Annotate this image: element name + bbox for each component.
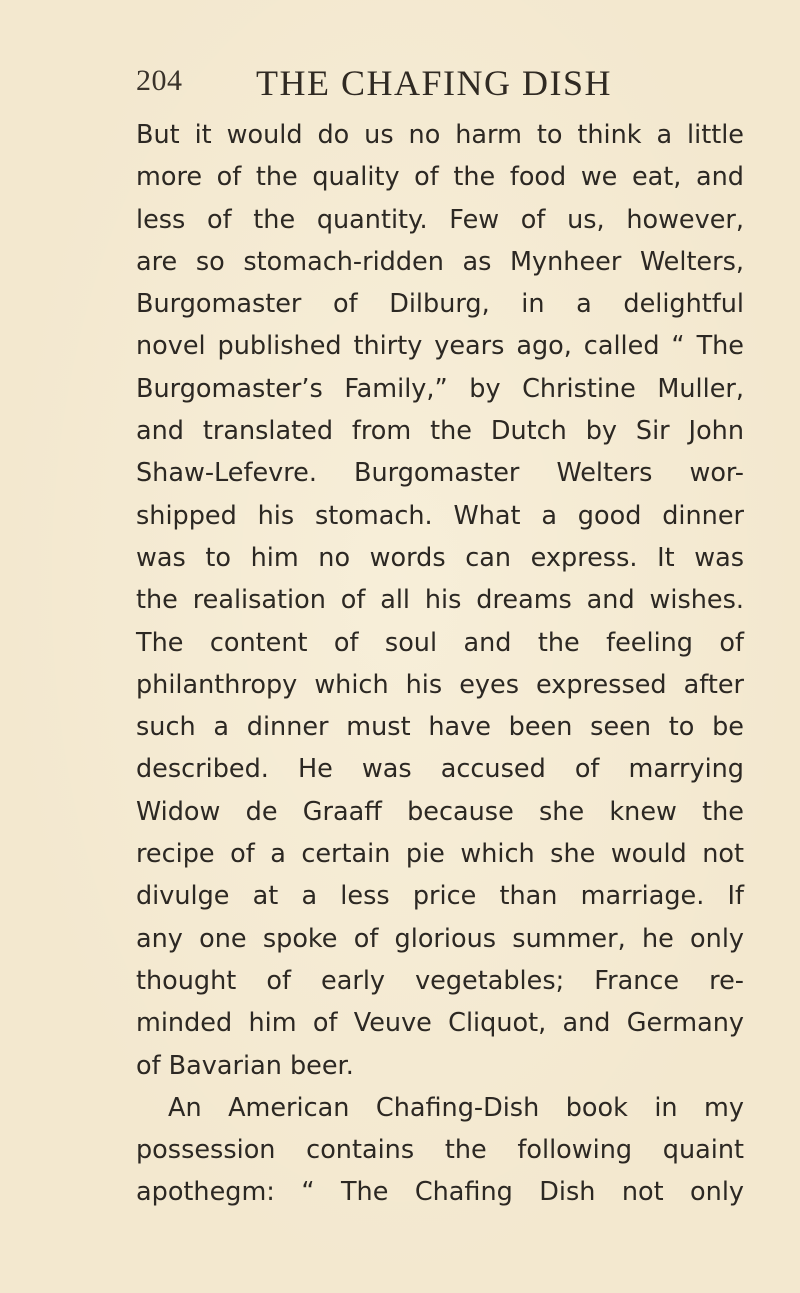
text-line: An American Chafing-Dish book in my — [168, 1092, 744, 1123]
text-line: more of the quality of the food we eat, and — [136, 162, 744, 193]
text-line: novel published thirty years ago, called “ The — [136, 331, 744, 362]
text-line: apothegm: “ The Chafing Dish not only — [136, 1177, 744, 1208]
text-line: was to him no words can express. It was — [136, 542, 744, 573]
text-line: Widow de Graaff because she knew the — [136, 796, 744, 827]
text-line: such a dinner must have been seen to be — [136, 712, 744, 743]
text-line: of Bavarian beer. — [136, 1050, 354, 1081]
text-line: and translated from the Dutch by Sir John — [136, 416, 744, 447]
text-line: recipe of a certain pie which she would not — [136, 839, 744, 870]
text-line: are so stomach-ridden as Mynheer Welters, — [136, 246, 744, 277]
paragraph-1 — [136, 114, 744, 1087]
text-line: But it would do us no harm to think a little — [136, 120, 744, 150]
text-line: divulge at a less price than marriage. If — [136, 881, 744, 912]
text-line: shipped his stomach. What a good dinner — [136, 500, 744, 531]
page-number: 204 — [136, 64, 183, 97]
body-text — [136, 114, 744, 1214]
text-line: described. He was accused of marrying — [136, 754, 744, 785]
text-line: the realisation of all his dreams and wishes. — [136, 585, 744, 616]
text-line: philanthropy which his eyes expressed after — [136, 669, 744, 700]
text-line: thought of early vegetables; France re- — [136, 965, 744, 996]
text-line: The content of soul and the feeling of — [136, 627, 744, 658]
text-line: Burgomaster’s Family,” by Christine Muller, — [136, 373, 744, 404]
running-title: THE CHAFING DISH — [256, 63, 612, 103]
text-line: minded him of Veuve Cliquot, and Germany — [136, 1008, 744, 1039]
paragraph-2 — [136, 1087, 744, 1214]
page-header — [136, 62, 736, 106]
text-line: less of the quantity. Few of us, however, — [136, 204, 744, 235]
text-line: Burgomaster of Dilburg, in a delightful — [136, 289, 744, 320]
text-line: Shaw-Lefevre. Burgomaster Welters wor- — [136, 458, 744, 489]
text-line: any one spoke of glorious summer, he only — [136, 923, 744, 954]
text-line: possession contains the following quaint — [136, 1135, 744, 1166]
